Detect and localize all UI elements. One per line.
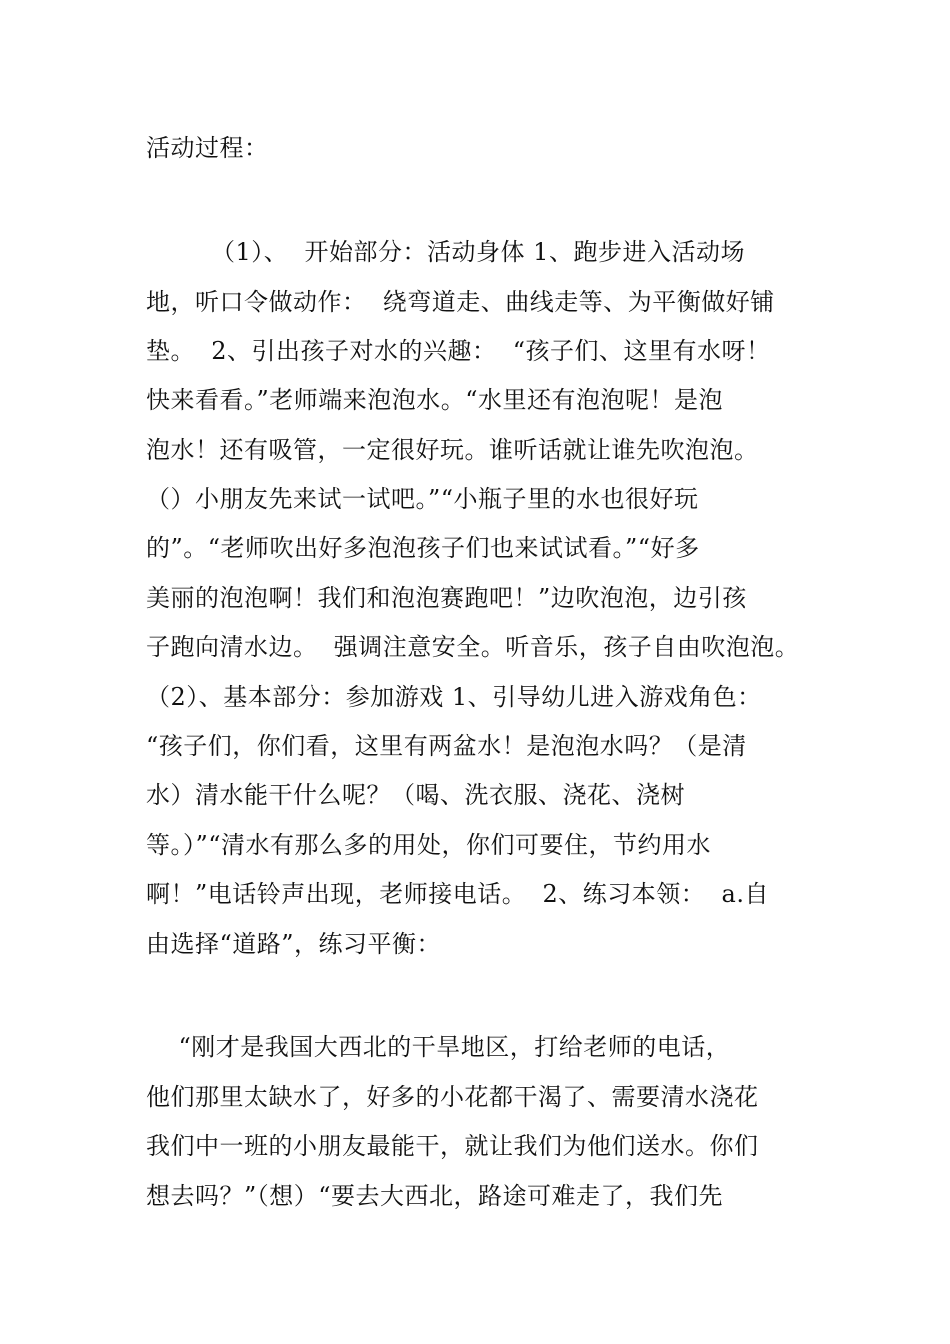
- text-line: 想去吗？”（想）“要去大西北，路途可难走了，我们先: [146, 1182, 724, 1210]
- text-line: 他们那里太缺水了，好多的小花都干渴了、需要清水浇花: [146, 1083, 759, 1111]
- section-heading: 活动过程：: [146, 134, 269, 162]
- text-line: （2）、基本部分：参加游戏 1、引导幼儿进入游戏角色：: [146, 683, 762, 711]
- text-line: 美丽的泡泡啊！我们和泡泡赛跑吧！”边吹泡泡，边引孩: [146, 584, 747, 612]
- text-line: 垫。 2、引出孩子对水的兴趣： “孩子们、这里有水呀！: [146, 337, 771, 365]
- text-line: 我们中一班的小朋友最能干，就让我们为他们送水。你们: [146, 1132, 759, 1160]
- text-line: 由选择“道路”，练习平衡：: [146, 930, 442, 958]
- text-line: 地，听口令做动作： 绕弯道走、曲线走等、为平衡做好铺: [146, 288, 775, 316]
- text-line: 水）清水能干什么呢？（喝、洗衣服、浇花、浇树: [146, 781, 685, 809]
- text-line: “孩子们，你们看，这里有两盆水！是泡泡水吗？（是清: [146, 732, 747, 760]
- text-line: （1）、 开始部分：活动身体 1、跑步进入活动场: [146, 238, 745, 266]
- text-line: “刚才是我国大西北的干旱地区，打给老师的电话，: [146, 1033, 731, 1061]
- text-line: 等。）”“清水有那么多的用处，你们可要住，节约用水: [146, 831, 712, 859]
- text-line: 啊！”电话铃声出现，老师接电话。 2、练习本领： a.自: [146, 880, 769, 908]
- text-line: 子跑向清水边。 强调注意安全。听音乐，孩子自由吹泡泡。: [146, 633, 800, 661]
- text-line: 的”。“老师吹出好多泡泡孩子们也来试试看。”“好多: [146, 534, 700, 562]
- text-line: 快来看看。”老师端来泡泡水。“水里还有泡泡呢！是泡: [146, 386, 724, 414]
- text-line: 泡水！还有吸管，一定很好玩。谁听话就让谁先吹泡泡。: [146, 436, 759, 464]
- text-line: （）小朋友先来试一试吧。”“小瓶子里的水也很好玩: [146, 485, 699, 513]
